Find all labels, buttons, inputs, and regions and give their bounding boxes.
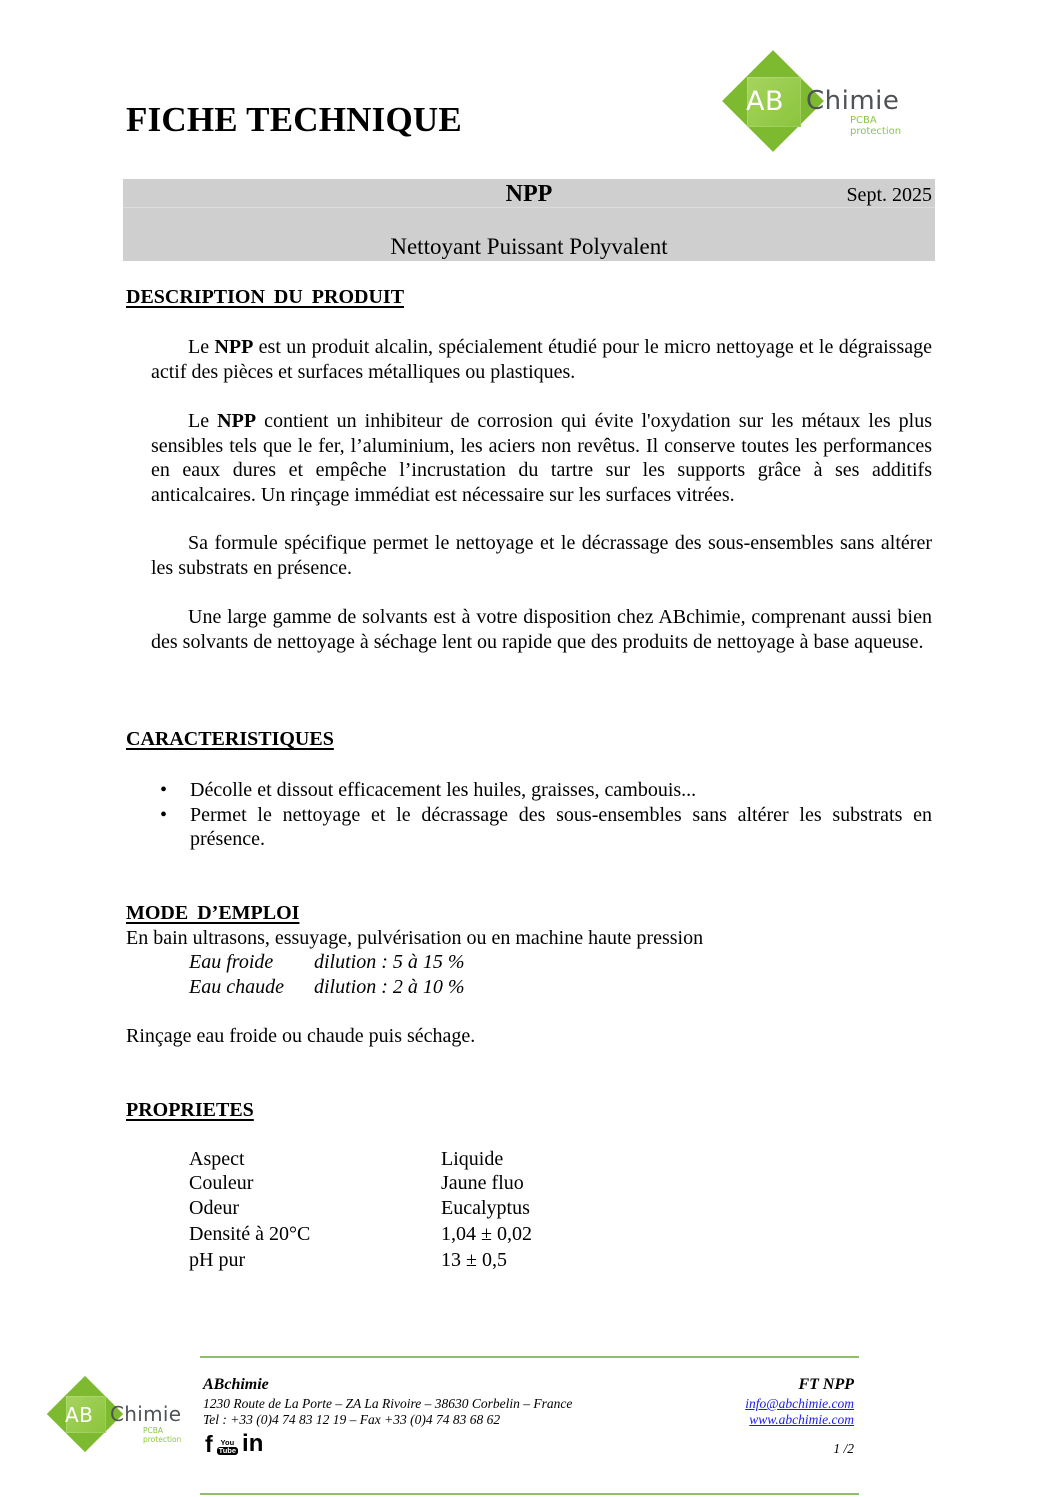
product-code-inline: NPP — [214, 336, 254, 358]
property-row — [189, 1172, 689, 1197]
text-run: Sa formule spécifique permet le nettoyage et le décrassage des sous-ensembles sans altérer les substrats en présence. — [151, 532, 932, 579]
footer-company-name: ABchimie — [203, 1376, 269, 1393]
list-item-text: Décolle et dissout efficacement les huiles, graisses, cambouis... — [190, 779, 697, 801]
footer-top-divider — [200, 1356, 859, 1358]
youtube-icon[interactable] — [217, 1439, 238, 1455]
section-title-description: DESCRIPTION DU PRODUIT — [126, 286, 405, 308]
youtube-icon-bottom: Tube — [218, 1446, 237, 1455]
dilution-value-cold: dilution : 5 à 15 % — [314, 951, 465, 973]
description-paragraph-4 — [151, 605, 932, 654]
logo-ab-text: AB — [746, 86, 784, 117]
dilution-label-cold: Eau froide — [189, 951, 274, 973]
property-key: Couleur — [189, 1172, 254, 1194]
text-run: Une large gamme de solvants est à votre disposition chez ABchimie, comprenant aussi bien des solvants de nettoyage à séchage lent ou rapide que des produits de nettoyage à base aqueuse. — [151, 606, 932, 653]
facebook-icon[interactable]: f — [205, 1431, 213, 1457]
list-item — [151, 778, 932, 803]
property-value: Liquide — [441, 1148, 504, 1170]
footer-bottom-divider — [200, 1493, 859, 1495]
usage-intro: En bain ultrasons, essuyage, pulvérisation ou en machine haute pression — [126, 927, 704, 949]
description-paragraph-2 — [151, 409, 932, 507]
logo-ab-text: AB — [65, 1403, 94, 1427]
section-title-properties: PROPRIETES — [126, 1099, 254, 1121]
youtube-icon-top: You — [220, 1438, 235, 1447]
description-paragraph-3 — [151, 531, 932, 580]
property-row — [189, 1148, 689, 1173]
property-key: Odeur — [189, 1197, 239, 1219]
property-key: Aspect — [189, 1148, 245, 1170]
footer-company-logo — [46, 1375, 196, 1455]
social-links — [205, 1431, 263, 1455]
property-value: Jaune fluo — [441, 1172, 524, 1194]
property-row — [189, 1197, 689, 1222]
document-date: Sept. 2025 — [846, 184, 932, 206]
text-run: contient un inhibiteur de corrosion qui évite l'oxydation sur les métaux les plus sensibles tels que le fer, l’aluminium, les aciers non revêtus. Il conserve toutes les performances en eaux dures et empêche l’incrustation du tartre sur les supports grâce à ses additifs anticalcaires. Un rinçage immédiat est nécessaire sur les surfaces vitrées. — [151, 410, 933, 506]
rinse-instructions: Rinçage eau froide ou chaude puis séchage. — [126, 1025, 476, 1047]
property-value: 13 ± 0,5 — [441, 1249, 507, 1271]
logo-tagline: PCBA protection — [850, 115, 902, 137]
property-key: Densité à 20°C — [189, 1223, 311, 1245]
text-run: Le — [188, 336, 215, 358]
product-code: NPP — [505, 181, 553, 207]
footer-address: 1230 Route de La Porte – ZA La Rivoire – 38630 Corbelin – France — [203, 1396, 573, 1411]
logo-name-text: Chimie — [110, 1402, 182, 1426]
dilution-label-hot: Eau chaude — [189, 976, 284, 998]
company-logo — [722, 50, 922, 154]
bullet-icon: • — [160, 779, 168, 801]
characteristics-list — [151, 778, 932, 852]
page-number: 1 /2 — [833, 1441, 854, 1456]
property-value: 1,04 ± 0,02 — [441, 1223, 532, 1245]
footer-document-reference: FT NPP — [798, 1376, 854, 1393]
list-item — [151, 803, 932, 852]
section-title-characteristics: CARACTERISTIQUES — [126, 728, 334, 750]
logo-tagline: PCBA protection — [143, 1426, 182, 1444]
property-value: Eucalyptus — [441, 1197, 530, 1219]
document-title: FICHE TECHNIQUE — [126, 100, 462, 139]
footer-phone-fax: Tel : +33 (0)4 74 83 12 19 – Fax +33 (0)4 74 83 68 62 — [203, 1412, 501, 1427]
product-name: Nettoyant Puissant Polyvalent — [390, 234, 668, 259]
property-row — [189, 1223, 689, 1248]
linkedin-icon[interactable]: in — [242, 1430, 264, 1457]
bullet-icon: • — [160, 803, 168, 826]
product-code-inline: NPP — [217, 410, 257, 432]
logo-name-text: Chimie — [806, 86, 900, 116]
dilution-value-hot: dilution : 2 à 10 % — [314, 976, 465, 998]
footer-email-link[interactable]: info@abchimie.com — [745, 1396, 854, 1411]
text-run: Le — [188, 410, 218, 432]
property-row — [189, 1249, 689, 1274]
section-title-usage: MODE D’EMPLOI — [126, 902, 300, 924]
footer-website-link[interactable]: www.abchimie.com — [749, 1412, 854, 1427]
list-item-text: Permet le nettoyage et le décrassage des sous-ensembles sans altérer les substrats en présence. — [190, 803, 932, 850]
property-key: pH pur — [189, 1249, 246, 1271]
text-run: est un produit alcalin, spécialement étudié pour le micro nettoyage et le dégraissage actif des pièces et surfaces métalliques ou plastiques. — [151, 336, 932, 383]
product-banner — [123, 179, 935, 261]
description-paragraph-1 — [151, 335, 932, 384]
